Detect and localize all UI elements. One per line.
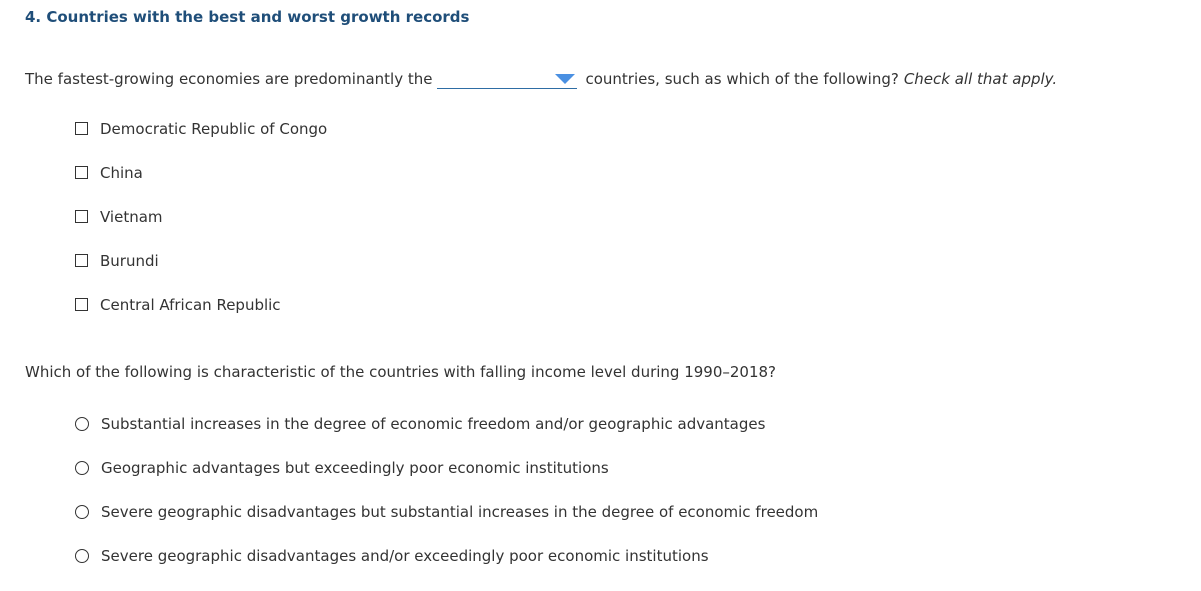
question2-text: Which of the following is characteristic of the countries with falling income level during 1990–2018? — [25, 363, 777, 381]
economy-type-dropdown[interactable] — [437, 68, 577, 89]
radio-label: Severe geographic disadvantages and/or exceedingly poor economic institutions — [101, 547, 709, 565]
question1-prefix: The fastest-growing economies are predominantly the — [25, 69, 433, 88]
radio-icon[interactable] — [75, 417, 89, 431]
checkbox-label: Vietnam — [100, 208, 163, 226]
checkbox-icon[interactable] — [75, 122, 88, 135]
checkbox-label: Central African Republic — [100, 296, 281, 314]
checkbox-label: Burundi — [100, 252, 159, 270]
question1-text — [25, 68, 1057, 89]
radio-option-1[interactable] — [75, 415, 765, 433]
dropdown-caret-icon[interactable] — [555, 74, 575, 84]
question-title: 4. Countries with the best and worst growth records — [25, 8, 470, 26]
question1-suffix: countries, such as which of the following? — [585, 69, 899, 88]
checkbox-option-car[interactable] — [75, 296, 281, 314]
checkbox-icon[interactable] — [75, 298, 88, 311]
question1-instruction: Check all that apply. — [903, 69, 1058, 88]
checkbox-icon[interactable] — [75, 254, 88, 267]
radio-option-4[interactable] — [75, 547, 709, 565]
checkbox-option-drc[interactable] — [75, 120, 327, 138]
checkbox-option-burundi[interactable] — [75, 252, 159, 270]
radio-icon[interactable] — [75, 549, 89, 563]
radio-label: Substantial increases in the degree of economic freedom and/or geographic advantages — [101, 415, 766, 433]
checkbox-option-china[interactable] — [75, 164, 143, 182]
radio-icon[interactable] — [75, 505, 89, 519]
radio-label: Severe geographic disadvantages but substantial increases in the degree of economic freedom — [101, 503, 819, 521]
radio-option-2[interactable] — [75, 459, 609, 477]
radio-icon[interactable] — [75, 461, 89, 475]
checkbox-option-vietnam[interactable] — [75, 208, 163, 226]
radio-label: Geographic advantages but exceedingly poor economic institutions — [101, 459, 609, 477]
checkbox-label: China — [100, 164, 143, 182]
radio-option-3[interactable] — [75, 503, 818, 521]
checkbox-label: Democratic Republic of Congo — [100, 120, 328, 138]
checkbox-icon[interactable] — [75, 166, 88, 179]
checkbox-icon[interactable] — [75, 210, 88, 223]
